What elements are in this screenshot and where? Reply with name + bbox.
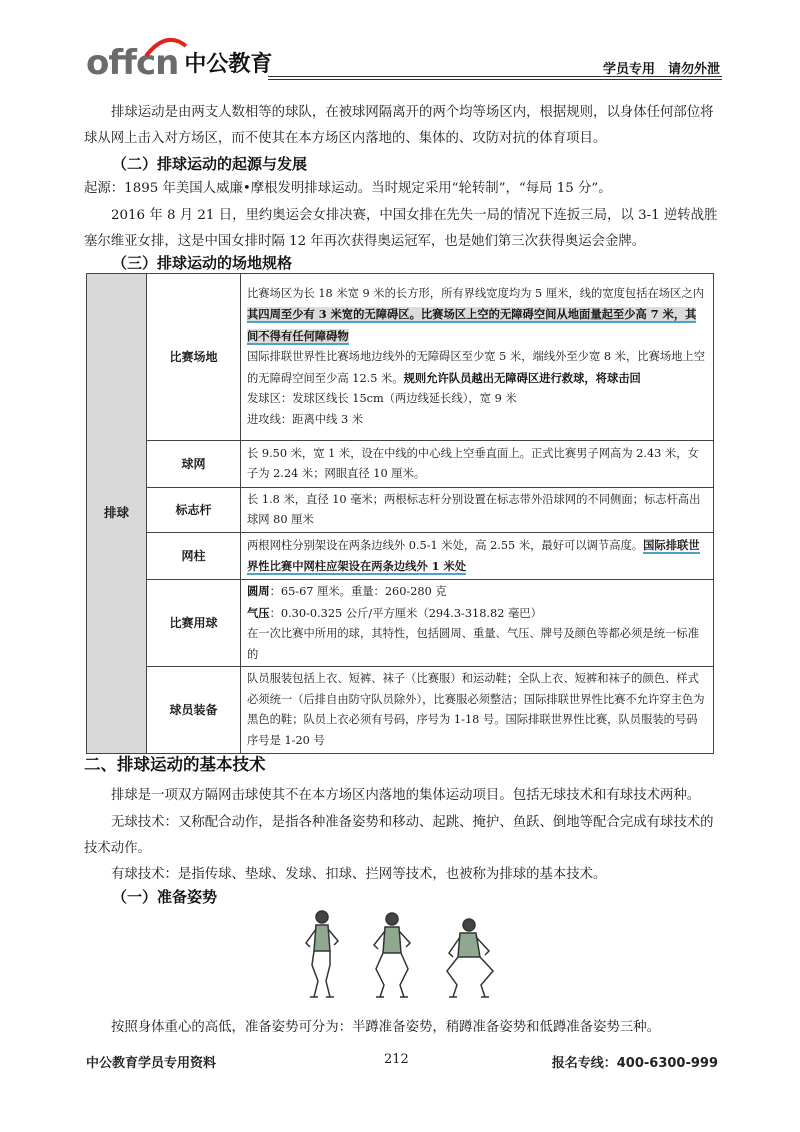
category-cell: 排球	[87, 274, 147, 754]
header-divider-2	[268, 79, 722, 80]
ready-position-paragraph: 按照身体重心的高低，准备姿势可分为：半蹲准备姿势，稍蹲准备姿势和低蹲准备姿势三种。	[111, 1020, 661, 1035]
ball-circumference: 圆周：65-67 厘米。重量：260-280 克	[247, 584, 447, 598]
ball-pressure: 气压：0.30-0.325 公斤/平方厘米（294.3-318.82 毫巴）	[247, 605, 542, 620]
page-number: 212	[384, 1052, 409, 1067]
label-gear: 球员装备	[147, 667, 241, 754]
venue-spec-table	[86, 273, 714, 754]
footer-left: 中公教育学员专用资料	[86, 1056, 217, 1071]
label-post: 网柱	[147, 533, 241, 580]
antenna-text: 长 1.8 米，直径 10 毫米；两根标志杆分别设置在标志带外沿球网的不同侧面；标志杆高出球网 80 厘米	[241, 488, 714, 533]
court-text	[241, 274, 714, 441]
court-highlight: 其四周至少有 3 米宽的无障碍区。比赛场区上空的无障碍空间从地面量起至少高 7 米，其间不得有任何障碍物	[247, 307, 697, 343]
part2-paragraph-2: 无球技术：又称配合动作，是指各种准备姿势和移动、起跳、掩护、鱼跃、倒地等配合完成有球技术的技术动作。	[84, 815, 714, 856]
label-ball: 比赛用球	[147, 580, 241, 667]
logo	[86, 40, 273, 83]
court-line-3: 国际排联世界性比赛场地边线外的无障碍区至少宽 5 米，端线外至少宽 8 米，比赛场地上空的无障碍空间至少高 12.5 米。规则允许队员越出无障碍区进行救球，将球击回	[247, 350, 706, 385]
table-row	[87, 580, 714, 667]
footer-hotline: 报名专线：400-6300-999	[551, 1056, 718, 1071]
ball-text	[241, 580, 714, 667]
figure-slight-squat-icon	[374, 913, 410, 997]
ready-position-illustration	[300, 905, 510, 1005]
figure-half-squat-icon	[306, 911, 338, 997]
label-court: 比赛场地	[147, 274, 241, 441]
part2-paragraph-1: 排球是一项双方隔网击球使其不在本方场区内落地的集体运动项目。包括无球技术和有球技术两种。	[111, 788, 701, 803]
ball-note: 在一次比赛中所用的球，其特性，包括圆周、重量、气压、牌号及颜色等都必须是统一标准的	[247, 627, 699, 661]
table-row	[87, 533, 714, 580]
gear-text: 队员服装包括上衣、短裤、袜子（比赛服）和运动鞋；全队上衣、短裤和袜子的颜色、样式必须统一（后排自由防守队员除外），比赛服必须整洁；国际排联世界性比赛不允许穿主色为黑色的鞋；队员上衣必须有号码，序号为 1-18 号。国际排联世界性比赛，队员服装的号码序号是 1-20 号	[241, 667, 714, 754]
part2-paragraph-3: 有球技术：是指传球、垫球、发球、扣球、拦网等技术，也被称为排球的基本技术。	[111, 867, 607, 882]
court-line-1: 比赛场区为长 18 米宽 9 米的长方形，所有界线宽度均为 5 厘米，线的宽度包括在场区之内	[247, 286, 704, 300]
court-line-4: 发球区：发球区线长 15cm（两边线延长线），宽 9 米	[247, 392, 517, 406]
table-row	[87, 488, 714, 533]
post-text: 两根网柱分别架设在两条边线外 0.5-1 米处，高 2.55 米，最好可以调节高度。国际排联世界性比赛中网柱应架设在两条边线外 1 米处	[241, 533, 714, 580]
table-row	[87, 274, 714, 441]
section-venue-heading: （三）排球运动的场地规格	[112, 254, 293, 272]
origin-paragraph: 起源：1895 年美国人威廉•摩根发明排球运动。当时规定采用“轮转制”，“每局 15 分”。	[84, 181, 612, 196]
label-net: 球网	[147, 441, 241, 488]
label-antenna: 标志杆	[147, 488, 241, 533]
net-text: 长 9.50 米，宽 1 米，设在中线的中心线上空垂直面上。正式比赛男子网高为 2.43 米，女子为 2.24 米；网眼直径 10 厘米。	[241, 441, 714, 488]
header-divider	[268, 76, 722, 77]
event-paragraph: 2016 年 8 月 21 日，里约奥运会女排决赛，中国女排在先失一局的情况下连扳三局，以 3-1 逆转战胜塞尔维亚女排，这是中国女排时隔 12 年再次获得奥运冠军，也是她们第三次获得奥运会金牌。	[84, 208, 718, 249]
section-origin-heading: （二）排球运动的起源与发展	[112, 155, 308, 173]
court-line-5: 进攻线：距离中线 3 米	[247, 412, 364, 426]
court-line-3-bold: 规则允许队员越出无障碍区进行救球，将球击回	[403, 370, 641, 385]
logo-arc-icon	[144, 36, 188, 58]
part2-heading: 二、排球运动的基本技术	[84, 755, 266, 774]
post-highlight: 国际排联世界性比赛中网柱应架设在两条边线外 1 米处	[247, 537, 700, 573]
logo-cn: 中公教育	[184, 52, 273, 77]
header-tag: 学员专用 请勿外泄	[602, 62, 720, 77]
table-row	[87, 667, 714, 754]
logo-en: offcn	[86, 43, 179, 83]
intro-paragraph: 排球运动是由两支人数相等的球队，在被球网隔离开的两个均等场区内，根据规则，以身体任何部位将球从网上击入对方场区，而不使其在本方场区内落地的、集体的、攻防对抗的体育项目。	[84, 105, 714, 146]
figure-low-squat-icon	[447, 919, 493, 997]
table-row	[87, 441, 714, 488]
ready-position-heading: （一）准备姿势	[112, 888, 218, 906]
